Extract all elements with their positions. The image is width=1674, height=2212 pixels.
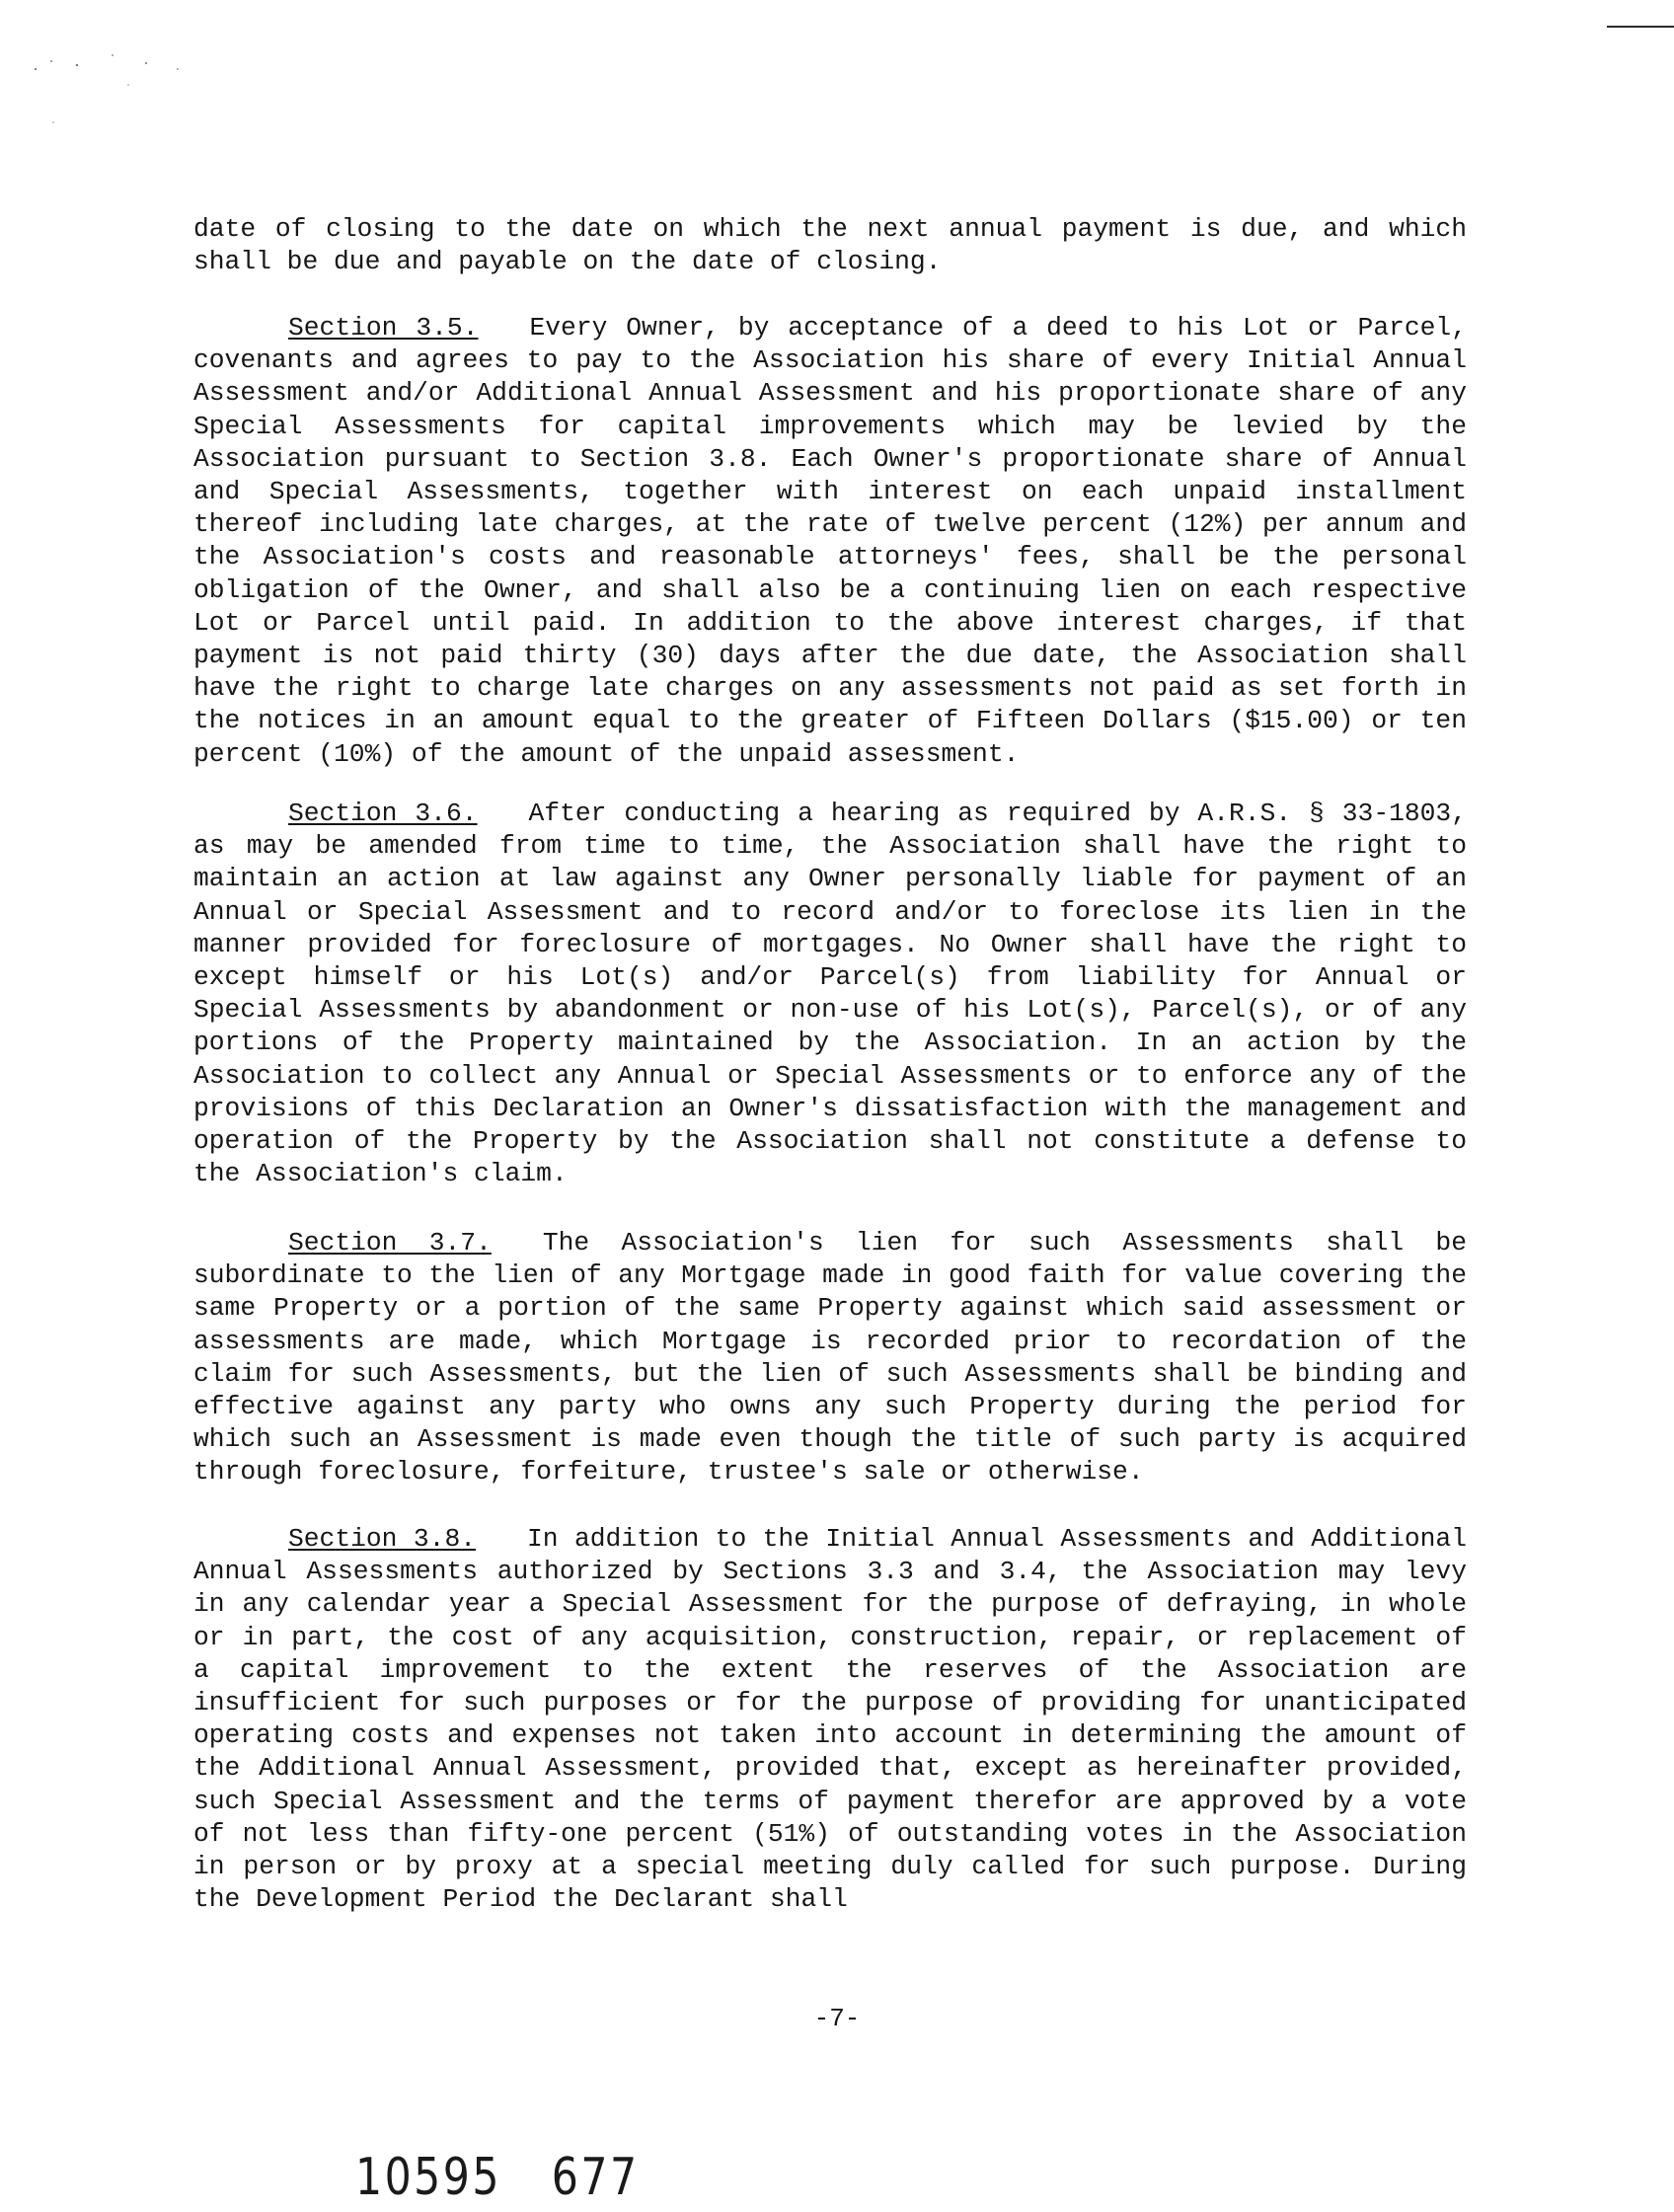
continuation-paragraph: date of closing to the date on which the next annual payment is due, and which shall be due and payable on the date of closing.	[193, 214, 1467, 277]
recording-book-number: 10595	[355, 2148, 501, 2207]
section-3-7-label: Section 3.7.	[288, 1228, 492, 1258]
recording-page-number: 677	[551, 2148, 640, 2207]
section-3-7-text: The Association's lien for such Assessments shall be subordinate to the lien of any Mortgage made in good faith for value covering the same Property or a portion of the same Property against which said assessment or assessments are made, which Mortgage is recorded prior to recordation of the claim for such Assessments, but the lien of such Assessments shall be binding and effective against any party who owns any such Property during the period for which such an Assessment is made even though the title of such party is acquired through foreclosure, forfeiture, trustee's sale or otherwise.	[193, 1228, 1467, 1487]
page-number: -7-	[813, 2004, 861, 2033]
section-3-8-label: Section 3.8.	[288, 1524, 477, 1554]
scan-specks	[30, 51, 197, 140]
section-3-8-text: In addition to the Initial Annual Assessments and Additional Annual Assessments authorized by Sections 3.3 and 3.4, the Association may levy in any calendar year a Special Assessment for the purpose of defraying, in whole or in part, the cost of any acquisition, construction, repair, or replacement of a capital improvement to the extent the reserves of the Association are insufficient for such purposes or for the purpose of providing for unanticipated operating costs and expenses not taken into account in determining the amount of the Additional Annual Assessment, provided that, except as hereinafter provided, such Special Assessment and the terms of payment therefor are approved by a vote of not less than fifty-one percent (51%) of outstanding votes in the Association in person or by proxy at a special meeting duly called for such purpose. During the Development Period the Declarant shall	[193, 1524, 1467, 1915]
top-edge-rule	[1607, 26, 1674, 28]
recording-stamp	[355, 2148, 640, 2207]
section-3-8-paragraph	[193, 1523, 1467, 1916]
section-3-5-paragraph	[193, 312, 1467, 771]
section-3-5-label: Section 3.5.	[288, 313, 479, 343]
section-3-6-paragraph	[193, 798, 1467, 1190]
section-3-6-text: After conducting a hearing as required by A.R.S. § 33-1803, as may be amended from time to time, the Association shall have the right to maintain an action at law against any Owner personally liable for payment of an Annual or Special Assessment and to record and/or to foreclose its lien in the manner provided for foreclosure of mortgages. No Owner shall have the right to except himself or his Lot(s) and/or Parcel(s) from liability for Annual or Special Assessments by abandonment or non-use of his Lot(s), Parcel(s), or of any portions of the Property maintained by the Association. In an action by the Association to collect any Annual or Special Assessments or to enforce any of the provisions of this Declaration an Owner's dissatisfaction with the management and operation of the Property by the Association shall not constitute a defense to the Association's claim.	[193, 799, 1467, 1189]
section-3-5-text: Every Owner, by acceptance of a deed to his Lot or Parcel, covenants and agrees to pay to the Association his share of every Initial Annual Assessment and/or Additional Annual Assessment and his proportionate share of any Special Assessments for capital improvements which may be levied by the Association pursuant to Section 3.8. Each Owner's proportionate share of Annual and Special Assessments, together with interest on each unpaid installment thereof including late charges, at the rate of twelve percent (12%) per annum and the Association's costs and reasonable attorneys' fees, shall be the personal obligation of the Owner, and shall also be a continuing lien on each respective Lot or Parcel until paid. In addition to the above interest charges, if that payment is not paid thirty (30) days after the due date, the Association shall have the right to charge late charges on any assessments not paid as set forth in the notices in an amount equal to the greater of Fifteen Dollars ($15.00) or ten percent (10%) of the amount of the unpaid assessment.	[193, 313, 1467, 769]
section-3-7-paragraph	[193, 1227, 1467, 1489]
section-3-6-label: Section 3.6.	[288, 799, 478, 828]
